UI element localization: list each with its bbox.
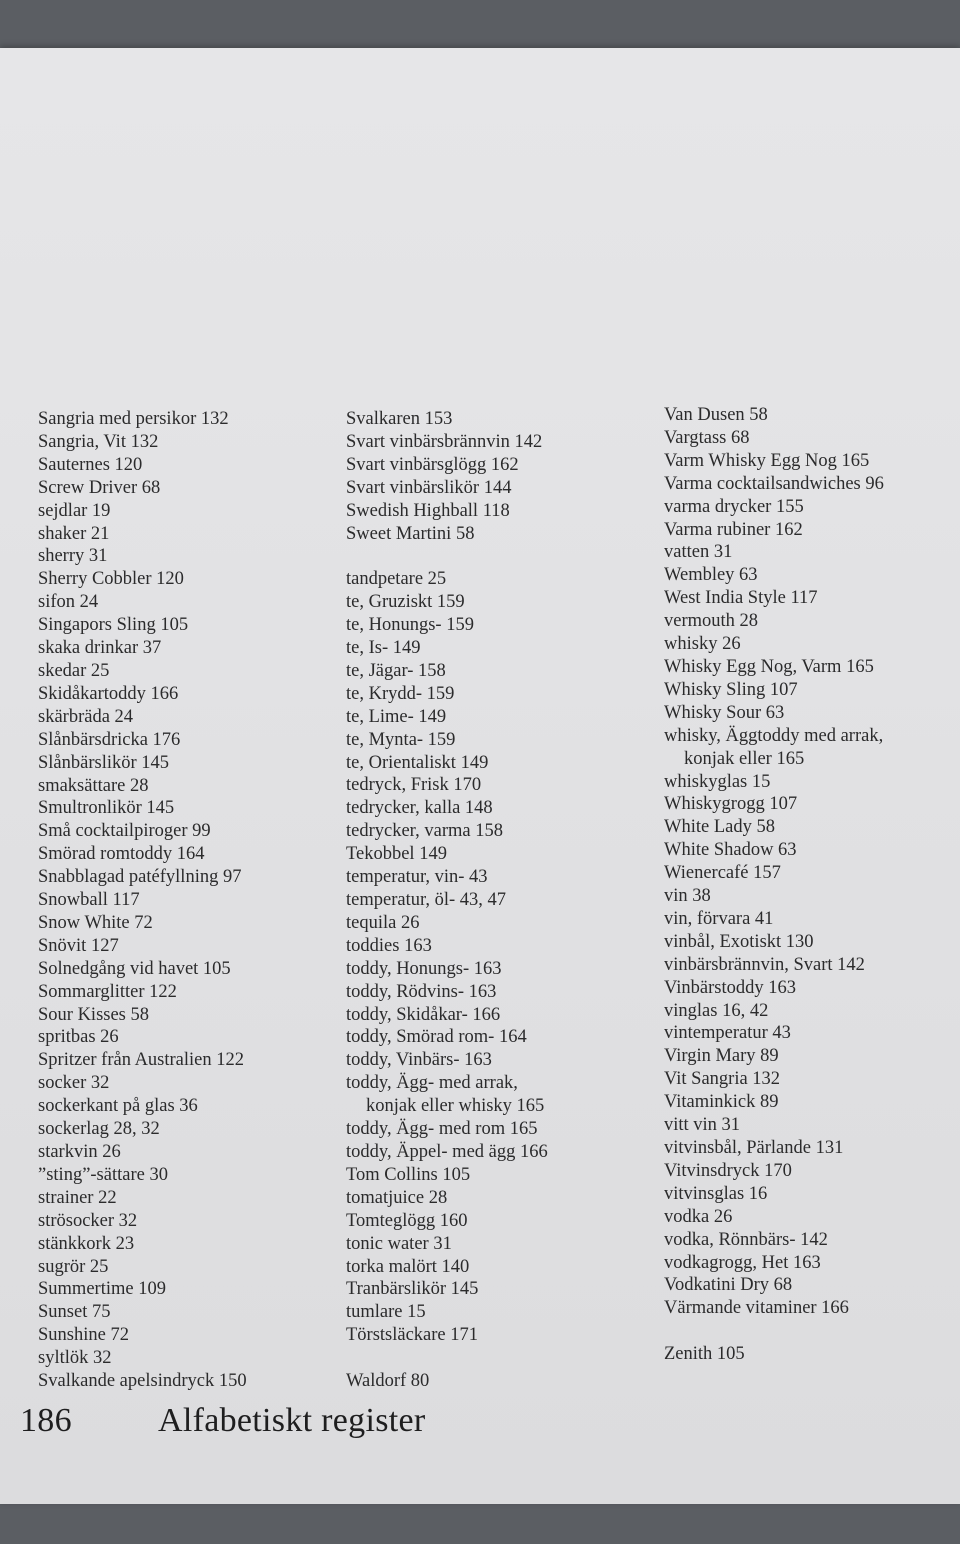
index-entry: skärbräda 24 <box>38 706 134 727</box>
index-entry: te, Is- 149 <box>346 638 421 659</box>
index-entry: te, Gruziskt 159 <box>346 592 465 613</box>
index-entry: Snowball 117 <box>38 890 140 911</box>
index-entry: konjak eller 165 <box>684 748 805 769</box>
index-entry: Slånbärslikör 145 <box>38 752 170 773</box>
index-entry: tandpetare 25 <box>346 569 447 590</box>
index-entry: Screw Driver 68 <box>38 477 161 498</box>
index-entry: skedar 25 <box>38 660 110 681</box>
index-entry: toddy, Honungs- 163 <box>346 958 502 979</box>
index-entry: vinbärsbrännvin, Svart 142 <box>664 954 865 975</box>
index-entry: toddy, Skidåkar- 166 <box>346 1004 501 1025</box>
section-title: Alfabetiskt register <box>158 1402 426 1439</box>
index-entry: Svart vinbärsglögg 162 <box>346 454 519 475</box>
index-entry: Vitvinsdryck 170 <box>664 1160 792 1181</box>
index-entry: Van Dusen 58 <box>664 405 768 425</box>
index-column-2 <box>346 408 548 1393</box>
index-entry: Zenith 105 <box>664 1344 745 1365</box>
index-entry: sockerkant på glas 36 <box>38 1096 198 1117</box>
index-entry: te, Honungs- 159 <box>346 615 474 636</box>
index-entry: shaker 21 <box>38 523 110 544</box>
index-entry: skaka drinkar 37 <box>38 638 162 659</box>
index-entry: Whiskygrogg 107 <box>664 794 798 815</box>
index-entry: sockerlag 28, 32 <box>38 1119 160 1140</box>
index-entry: Sangria, Vit 132 <box>38 431 159 452</box>
index-entry: strainer 22 <box>38 1187 117 1208</box>
index-entry: vodka, Rönnbärs- 142 <box>664 1229 828 1250</box>
book-page <box>0 48 960 1504</box>
index-entry: Slånbärsdricka 176 <box>38 729 181 750</box>
index-entry: te, Jägar- 158 <box>346 660 446 681</box>
index-entry: White Shadow 63 <box>664 840 797 861</box>
index-entry: toddy, Äppel- med ägg 166 <box>346 1141 548 1162</box>
index-entry: vin, förvara 41 <box>664 908 774 929</box>
index-entry: Varm Whisky Egg Nog 165 <box>664 450 870 471</box>
index-entry: tedryck, Frisk 170 <box>346 775 482 796</box>
index-entry: toddy, Ägg- med arrak, <box>346 1073 518 1094</box>
index-entry: te, Krydd- 159 <box>346 683 455 704</box>
index-entry: spritbas 26 <box>38 1027 119 1048</box>
index-entry: Whisky Sour 63 <box>664 702 785 723</box>
index-entry: toddy, Ägg- med rom 165 <box>346 1119 538 1140</box>
index-entry: Varma cocktailsandwiches 96 <box>664 473 884 494</box>
index-entry: stänkkork 23 <box>38 1233 135 1254</box>
index-entry: Tom Collins 105 <box>346 1164 471 1185</box>
section-gap <box>346 1347 548 1370</box>
index-entry: Svart vinbärsbrännvin 142 <box>346 431 543 452</box>
index-entry: toddy, Smörad rom- 164 <box>346 1027 527 1048</box>
index-entry: tumlare 15 <box>346 1302 426 1323</box>
index-entry: torka malört 140 <box>346 1256 470 1277</box>
index-entry: strösocker 32 <box>38 1210 138 1231</box>
index-entry: Swedish Highball 118 <box>346 500 510 521</box>
index-column-1 <box>38 408 247 1393</box>
index-entry: whiskyglas 15 <box>664 771 771 792</box>
index-entry: tedrycker, varma 158 <box>346 821 503 842</box>
index-entry: Vodkatini Dry 68 <box>664 1275 793 1296</box>
index-entry: Varma rubiner 162 <box>664 519 803 540</box>
index-entry: te, Orientaliskt 149 <box>346 752 489 773</box>
index-entry: Solnedgång vid havet 105 <box>38 958 231 979</box>
index-column-3 <box>664 404 884 1366</box>
index-entry: Whisky Egg Nog, Varm 165 <box>664 656 874 677</box>
page-number: 186 <box>20 1402 72 1439</box>
index-entry: Sherry Cobbler 120 <box>38 569 184 590</box>
index-entry: Sauternes 120 <box>38 454 143 475</box>
index-entry: Summertime 109 <box>38 1279 166 1300</box>
index-entry: Singapors Sling 105 <box>38 615 189 636</box>
index-entry: vintemperatur 43 <box>664 1023 791 1044</box>
index-entry: vatten 31 <box>664 542 733 563</box>
index-entry: Smörad romtoddy 164 <box>38 844 205 865</box>
index-entry: toddy, Vinbärs- 163 <box>346 1050 492 1071</box>
index-entry: socker 32 <box>38 1073 110 1094</box>
index-entry: vodka 26 <box>664 1206 733 1227</box>
index-entry: tonic water 31 <box>346 1233 452 1254</box>
index-entry: Whisky Sling 107 <box>664 679 798 700</box>
index-entry: sifon 24 <box>38 592 99 613</box>
index-entry: Sweet Martini 58 <box>346 523 475 544</box>
index-entry: Vargtass 68 <box>664 427 750 448</box>
index-entry: Snabblagad patéfyllning 97 <box>38 867 242 888</box>
index-entry: toddies 163 <box>346 935 432 956</box>
index-entry: toddy, Rödvins- 163 <box>346 981 497 1002</box>
index-entry: Små cocktailpiroger 99 <box>38 821 211 842</box>
index-entry: Sour Kisses 58 <box>38 1004 150 1025</box>
section-gap <box>346 545 548 568</box>
index-entry: Wienercafé 157 <box>664 863 781 884</box>
index-entry: vitt vin 31 <box>664 1115 741 1136</box>
index-entry: smaksättare 28 <box>38 775 149 796</box>
index-entry: vitvinsbål, Pärlande 131 <box>664 1138 844 1158</box>
index-entry: Snövit 127 <box>38 935 119 956</box>
index-entry: vodkagrogg, Het 163 <box>664 1252 821 1273</box>
index-entry: Vit Sangria 132 <box>664 1069 781 1090</box>
index-entry: sherry 31 <box>38 546 108 567</box>
index-entry: syltlök 32 <box>38 1348 112 1369</box>
index-entry: sugrör 25 <box>38 1256 109 1277</box>
index-entry: White Lady 58 <box>664 817 775 838</box>
index-entry: tomatjuice 28 <box>346 1187 448 1208</box>
index-entry: Sunset 75 <box>38 1302 111 1323</box>
index-entry: te, Mynta- 159 <box>346 729 456 750</box>
index-entry: Svalkaren 153 <box>346 409 453 429</box>
index-entry: Virgin Mary 89 <box>664 1046 779 1067</box>
index-entry: vin 38 <box>664 886 711 907</box>
index-entry: Skidåkartoddy 166 <box>38 683 179 704</box>
index-entry: whisky, Äggtoddy med arrak, <box>664 725 884 746</box>
index-entry: temperatur, vin- 43 <box>346 867 488 888</box>
index-entry: Vitaminkick 89 <box>664 1092 779 1113</box>
index-entry: Tranbärslikör 145 <box>346 1279 479 1300</box>
index-entry: te, Lime- 149 <box>346 706 447 727</box>
index-entry: konjak eller whisky 165 <box>366 1096 545 1117</box>
index-entry: Sunshine 72 <box>38 1325 129 1346</box>
index-entry: Tomteglögg 160 <box>346 1210 468 1231</box>
index-entry: ”sting”-sättare 30 <box>38 1164 168 1185</box>
index-entry: tequila 26 <box>346 912 420 933</box>
index-entry: vermouth 28 <box>664 611 759 632</box>
index-entry: starkvin 26 <box>38 1142 121 1162</box>
index-entry: Vinbärstoddy 163 <box>664 977 796 998</box>
index-entry: Spritzer från Australien 122 <box>38 1050 245 1071</box>
index-entry: Svart vinbärslikör 144 <box>346 477 512 498</box>
index-entry: vinbål, Exotiskt 130 <box>664 931 814 952</box>
index-entry: Waldorf 80 <box>346 1371 430 1392</box>
index-entry: sejdlar 19 <box>38 500 111 521</box>
index-entry: Smultronlikör 145 <box>38 798 175 819</box>
section-gap <box>664 1320 884 1343</box>
index-entry: tedrycker, kalla 148 <box>346 798 493 819</box>
index-entry: Svalkande apelsindryck 150 <box>38 1371 247 1392</box>
index-entry: West India Style 117 <box>664 588 818 609</box>
index-entry: Sangria med persikor 132 <box>38 409 229 429</box>
index-entry: Snow White 72 <box>38 912 153 933</box>
index-entry: Värmande vitaminer 166 <box>664 1298 849 1319</box>
index-entry: varma drycker 155 <box>664 496 804 517</box>
index-entry: vinglas 16, 42 <box>664 1000 769 1021</box>
index-entry: Törstsläckare 171 <box>346 1325 479 1346</box>
index-entry: Sommarglitter 122 <box>38 981 177 1002</box>
index-entry: whisky 26 <box>664 634 741 655</box>
index-entry: Tekobbel 149 <box>346 844 447 865</box>
index-entry: Wembley 63 <box>664 565 758 586</box>
index-entry: vitvinsglas 16 <box>664 1183 768 1204</box>
index-entry: temperatur, öl- 43, 47 <box>346 890 507 911</box>
